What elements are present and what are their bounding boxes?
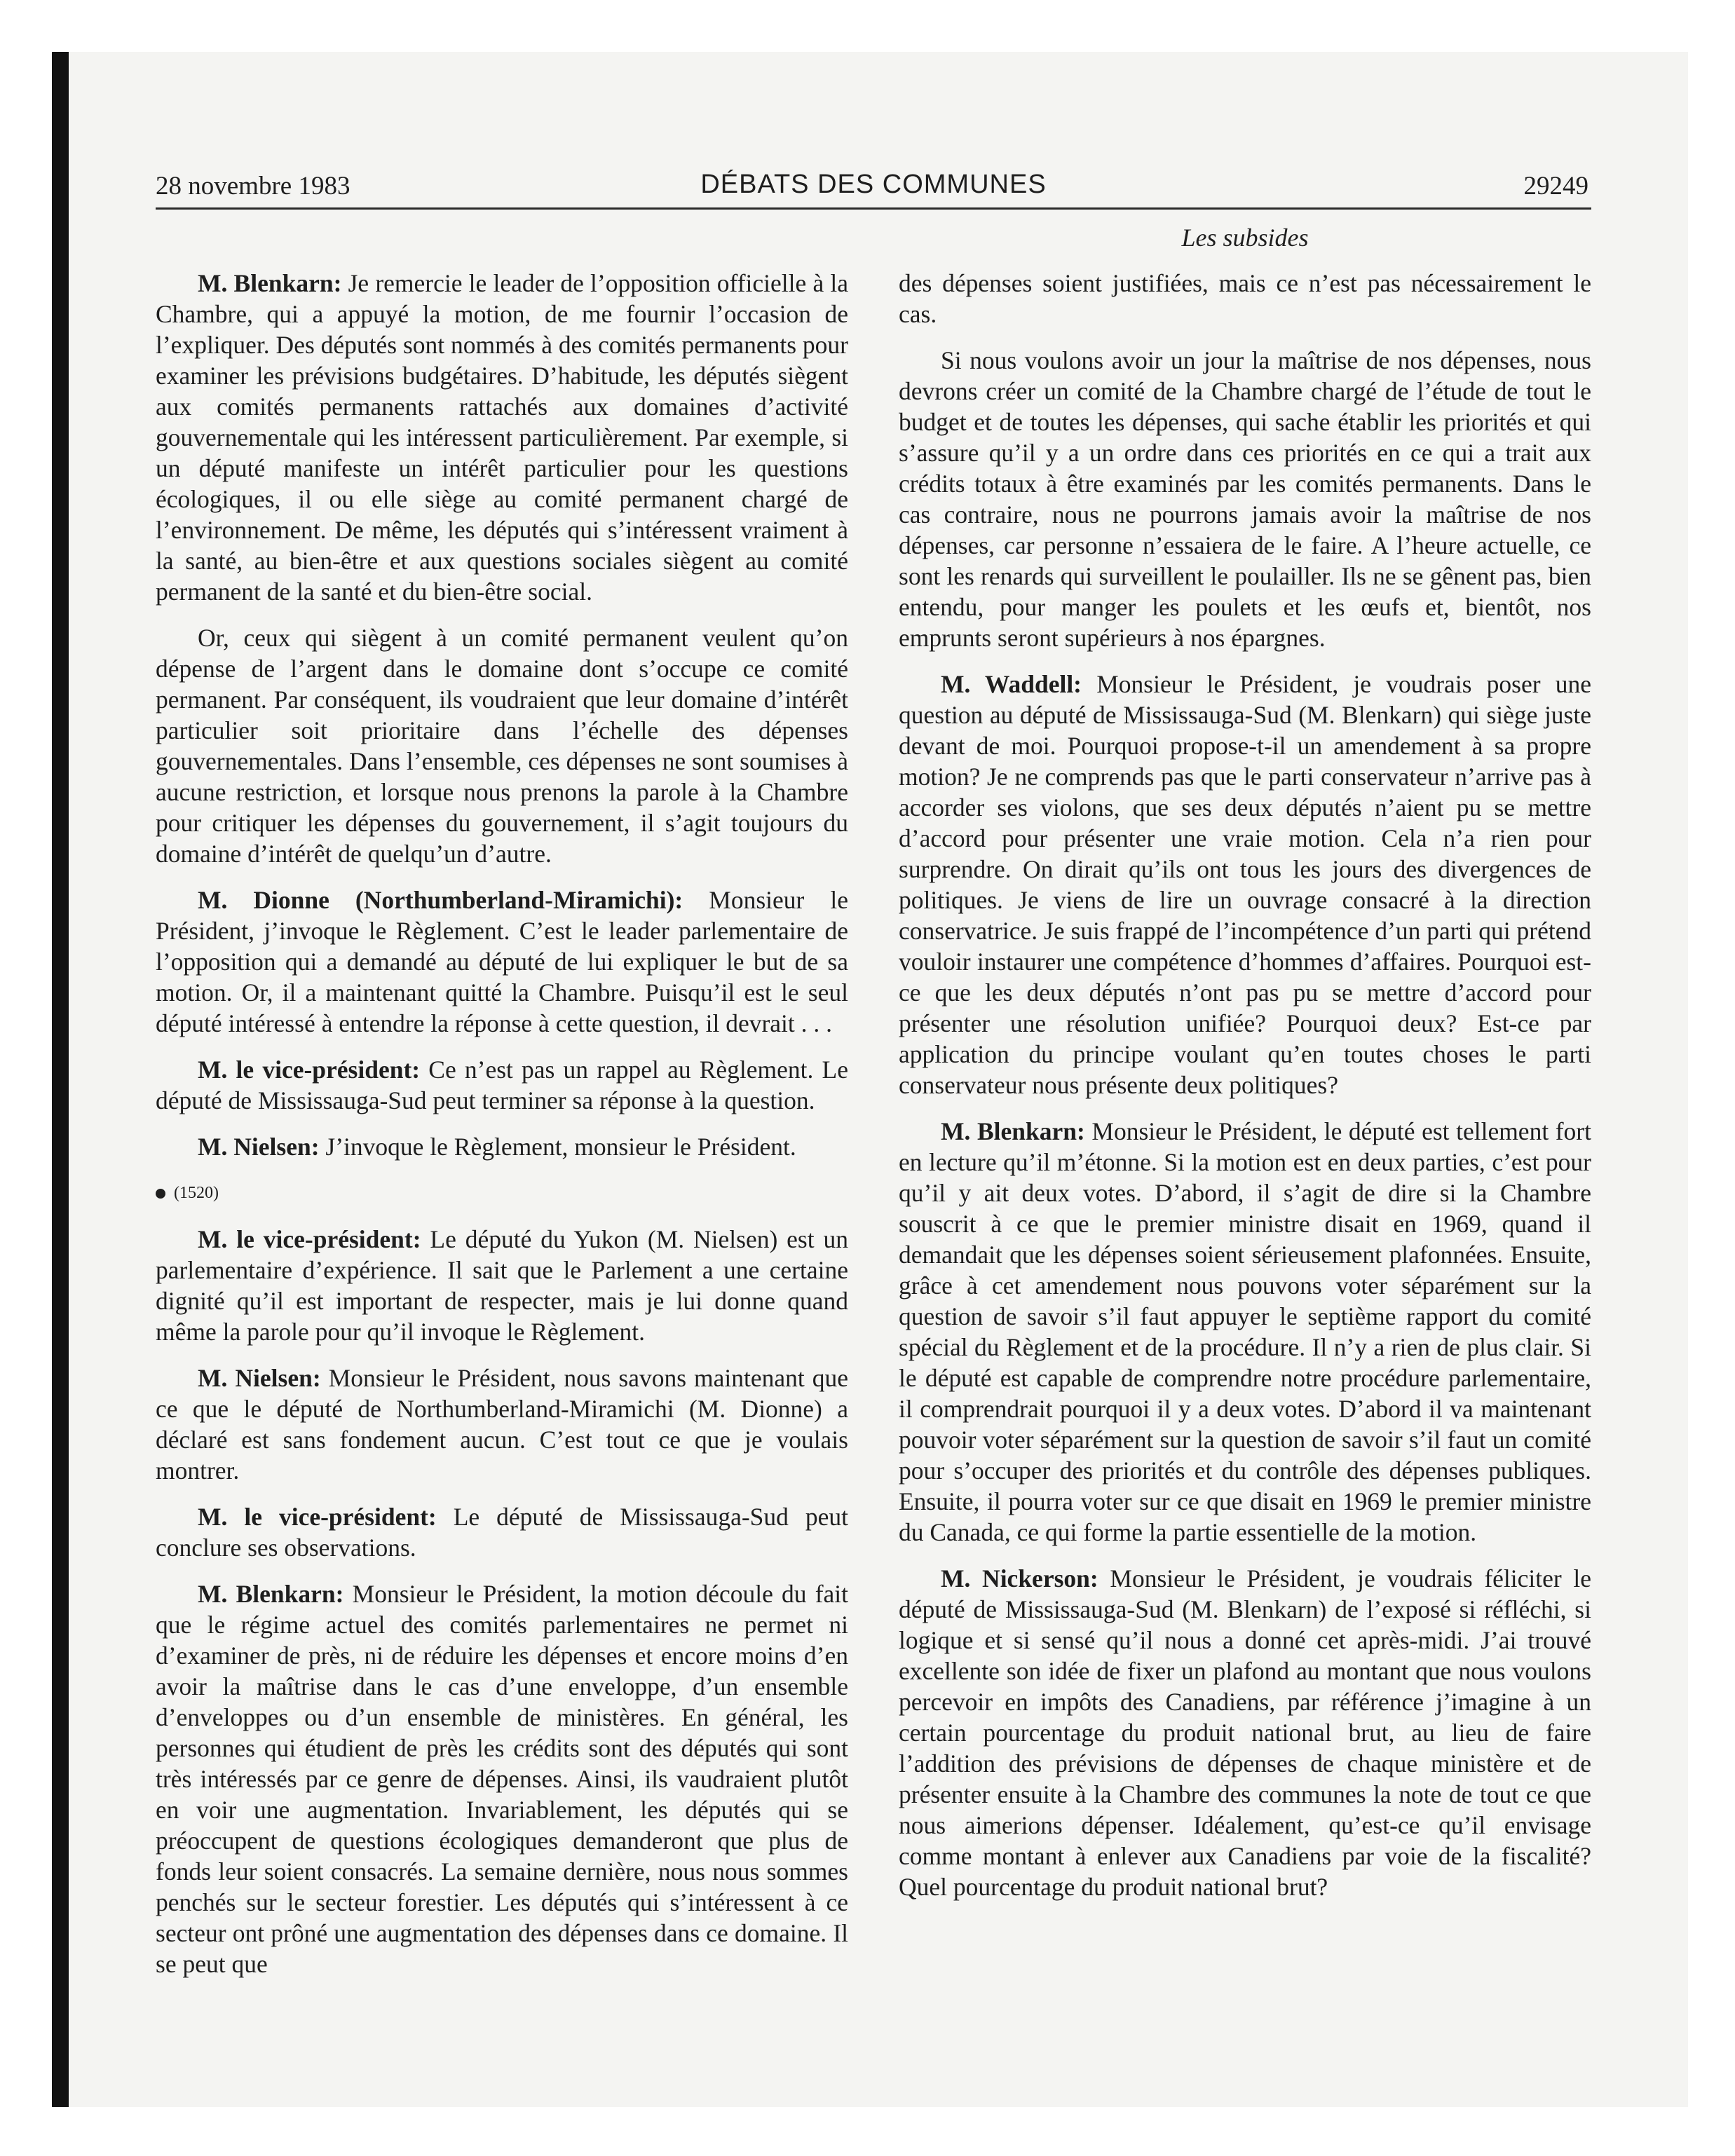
speaker-name: M. Blenkarn: <box>941 1117 1085 1145</box>
speech-text: Si nous voulons avoir un jour la maîtrise de nos dépenses, nous devrons créer un comité de la Chambre chargé de l’étude de tout le budget et de toutes les dépenses, qui sache établir les priorités et qui s’assure qu’il y a un ordre dans ces priorités en ce qui a trait aux crédits totaux à être examinés par les comités permanents. Dans le cas contraire, nous ne pourrons jamais avoir la maîtrise de nos dépenses, car personne n’essaiera de le faire. A l’heure actuelle, ce sont les renards qui surveillent le poulailler. Ils ne se gênent pas, bien entendu, pour manger les poulets et les œufs et, bientôt, nos emprunts seront supérieurs à nos épargnes. <box>899 346 1591 652</box>
speech-text: Je remercie le leader de l’opposition officielle à la Chambre, qui a appuyé la motion, de me fournir l’occasion de l’expliquer. Des députés sont nommés à des comités permanents pour examiner les prévisions budgétaires. D’habitude, les députés siègent aux comités permanents rattachés aux domaines d’activité gouvernementale qui les intéressent particulièrement. Par exemple, si un député manifeste un intérêt particulier pour les questions écologiques, il ou elle siège au comité permanent chargé de l’environnement. De même, les députés qui s’intéressent vraiment à la santé, au bien-être et aux questions sociales siègent au comité permanent de la santé et du bien-être social. <box>156 269 848 606</box>
header-title: DÉBATS DES COMMUNES <box>700 170 1047 199</box>
speech-text: des dépenses soient justifiées, mais ce n’est pas nécessairement le cas. <box>899 269 1591 328</box>
paragraph <box>156 622 848 869</box>
paragraph <box>156 1363 848 1486</box>
left-column <box>156 268 848 1995</box>
speaker-name: M. Blenkarn: <box>198 269 342 297</box>
speech-text: Monsieur le Président, la motion découle du fait que le régime actuel des comités parlementaires ne permet ni d’examiner de près, ni de réduire les dépenses et encore moins d’en avoir la maîtrise dans le cas d’une enveloppe, d’un ensemble d’enveloppes ou d’un ensemble de ministères. En général, les personnes qui étudient de près les crédits sont des députés qui sont très intéressés par ce genre de dépenses. Ainsi, ils vaudraient plutôt en voir une augmentation. Invariablement, les députés qui se préoccupent de questions écologiques demanderont que plus de fonds leur soient consacrés. La semaine dernière, nous nous sommes penchés sur le secteur forestier. Les députés qui s’intéressent à ce secteur ont prôné une augmentation des dépenses dans ce domaine. Il se peut que <box>156 1580 848 1978</box>
speech-text: Monsieur le Président, nous savons maintenant que ce que le député de Northumberland-Miramichi (M. Dionne) a déclaré est sans fondement aucun. C’est tout ce que je voulais montrer. <box>156 1364 848 1485</box>
speaker-name: M. Dionne (Northumberland-Miramichi): <box>198 886 683 914</box>
paragraph <box>156 1054 848 1116</box>
speech-text: Monsieur le Président, je voudrais poser une question au député de Mississauga-Sud (M. Blenkarn) qui siège juste devant de moi. Pourquoi propose-t-il un amendement à sa propre motion? Je ne comprends pas que le parti conservateur n’arrive pas à accorder ses violons, que ses deux députés n’aient pu se mettre d’accord pour présenter une vraie motion. Cela n’a rien pour surprendre. On dirait qu’ils ont tous les jours des divergences de politiques. Je viens de lire un ouvrage consacré à la direction conservatrice. Je suis frappé de l’incompétence d’un parti qui prétend vouloir instaurer une compétence d’hommes d’affaires. Pourquoi est-ce que les deux députés n’ont pas pu se mettre d’accord pour présenter une résolution unifiée? Pourquoi deux? Est-ce par application du principe voulant qu’en toutes choses le parti conservateur nous présente deux politiques? <box>899 670 1592 1099</box>
header-date: 28 novembre 1983 <box>156 172 351 200</box>
paragraph <box>899 345 1591 653</box>
speaker-name: M. Waddell: <box>941 670 1082 698</box>
speaker-name: M. Blenkarn: <box>198 1580 344 1608</box>
section-title: Les subsides <box>1181 224 1309 252</box>
paragraph <box>156 1224 848 1347</box>
speaker-name: M. Nickerson: <box>941 1564 1098 1592</box>
paragraph <box>899 669 1591 1100</box>
binding-edge <box>52 52 69 2107</box>
paragraph <box>156 1578 848 1979</box>
time-marker-text: (1520) <box>174 1184 219 1202</box>
speech-text: Monsieur le Président, je voudrais féliciter le député de Mississauga-Sud (M. Blenkarn) de l’exposé si réfléchi, si logique et si sensé qu’il nous a donné cet après-midi. J’ai trouvé excellente son idée de fixer un plafond au montant que nous voulons percevoir en impôts des Canadiens, par référence j’imagine à un certain pourcentage du produit national brut, au lieu de faire l’addition des prévisions de dépenses de chaque ministère et de présenter ensuite à la Chambre des communes la note de tout ce que nous aimerions dépenser. Idéalement, qu’est-ce qu’il envisage comme montant à enlever aux Canadiens par voie de la fiscalité? Quel pourcentage du produit national brut? <box>899 1564 1591 1901</box>
paragraph <box>899 268 1591 329</box>
paragraph <box>156 885 848 1039</box>
bullet-icon <box>156 1189 165 1199</box>
speech-text: J’invoque le Règlement, monsieur le Président. <box>325 1133 796 1161</box>
speech-text: Ce n’est pas un rappel au Règlement. Le député de Mississauga-Sud peut terminer sa réponse à la question. <box>156 1056 849 1114</box>
speaker-name: M. Nielsen: <box>198 1364 321 1392</box>
paragraph <box>156 1501 848 1563</box>
speaker-name: M. le vice-président: <box>198 1056 421 1084</box>
paragraph <box>899 1116 1591 1548</box>
right-column <box>899 268 1591 1918</box>
page-header <box>156 165 1591 210</box>
speech-text: Monsieur le Président, j’invoque le Règlement. C’est le leader parlementaire de l’opposition qui a demandé au député de lui expliquer le but de sa motion. Or, il a maintenant quitté la Chambre. Puisqu’il est le seul député intéressé à entendre la réponse à cette question, il devrait . . . <box>156 886 849 1037</box>
time-marker <box>156 1178 848 1208</box>
speech-text: Le député de Mississauga-Sud peut conclure ses observations. <box>156 1503 848 1562</box>
paragraph <box>899 1563 1591 1902</box>
paragraph <box>156 268 848 607</box>
header-page-number: 29249 <box>1523 172 1588 200</box>
speaker-name: M. Nielsen: <box>198 1133 320 1161</box>
speech-text: Monsieur le Président, le député est tellement fort en lecture qu’il m’étonne. Si la motion est en deux parties, c’est pour qu’il y ait deux votes. D’abord, il s’agit de dire si la Chambre souscrit à ce que le premier ministre disait en 1969, quand il demandait que les dépenses soient sérieusement plafonnées. Ensuite, grâce à cet amendement nous pouvons voter séparément sur la question de savoir s’il faut appuyer le septième rapport du comité spécial du Règlement et de la procédure. Il n’y a rien de plus clair. Si le député est capable de comprendre notre procédure parlementaire, il comprendrait pourquoi il y a deux votes. D’abord il va maintenant pouvoir voter séparément sur la question de savoir s’il faut un comité pour s’occuper des priorités et du contrôle des dépenses publiques. Ensuite, il pourra voter sur ce que disait en 1969 le premier ministre du Canada, ce qui forme la partie essentielle de la motion. <box>899 1117 1591 1546</box>
speech-text: Or, ceux qui siègent à un comité permanent veulent qu’on dépense de l’argent dans le domaine dont s’occupe ce comité permanent. Par conséquent, ils voudraient que leur domaine d’intérêt particulier soit prioritaire dans l’échelle des dépenses gouvernementales. Dans l’ensemble, ces dépenses ne sont soumises à aucune restriction, et lorsque nous prenons la parole à la Chambre pour critiquer les dépenses du gouvernement, il s’agit toujours du domaine d’intérêt de quelqu’un d’autre. <box>156 624 848 868</box>
speaker-name: M. le vice-président: <box>198 1503 437 1531</box>
speech-text: Le député du Yukon (M. Nielsen) est un parlementaire d’expérience. Il sait que le Parlement a une certaine dignité qu’il est important de respecter, mais je lui donne quand même la parole pour qu’il invoque le Règlement. <box>156 1225 848 1346</box>
paragraph <box>156 1131 848 1162</box>
speaker-name: M. le vice-président: <box>198 1225 421 1253</box>
